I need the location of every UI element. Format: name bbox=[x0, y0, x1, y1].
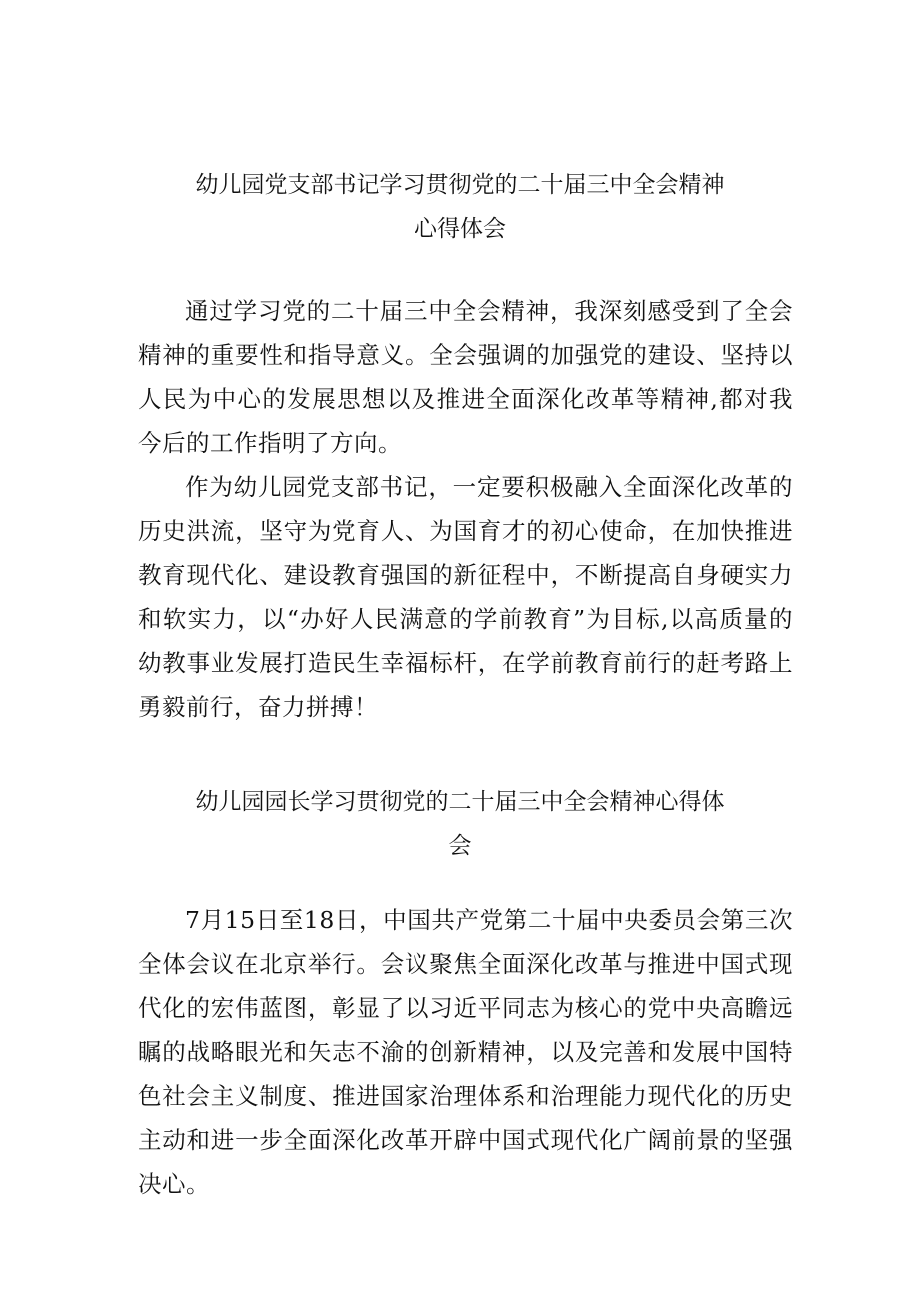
body-paragraph: 7月15日至18日，中国共产党第二十届中央委员会第三次全体会议在北京举行。会议聚焦全面深化改革与推进中国式现代化的宏伟蓝图，彰显了以习近平同志为核心的党中央高瞻远瞩的战略眼光和矢志不渝的创新精神，以及完善和发展中国特色社会主义制度、推进国家治理体系和治理能力现代化的历史主动和进一步全面深化改革开辟中国式现代化广阔前景的坚强决心。 bbox=[138, 906, 793, 1198]
section-body bbox=[138, 289, 793, 729]
section-title-line: 心得体会 bbox=[414, 216, 506, 242]
section-title-line: 幼儿园党支部书记学习贯彻党的二十届三中全会精神 bbox=[195, 172, 725, 198]
body-paragraph: 作为幼儿园党支部书记，一定要积极融入全面深化改革的历史洪流，坚守为党育人、为国育才的初心使命，在加快推进教育现代化、建设教育强国的新征程中，不断提高自身硬实力和软实力，以“办好人民满意的学前教育”为目标,以高质量的幼教事业发展打造民生幸福标杆，在学前教育前行的赶考路上勇毅前行，奋力拼搏！ bbox=[138, 473, 793, 721]
section-body bbox=[138, 898, 793, 1206]
section-title bbox=[135, 780, 785, 868]
section-title-line: 会 bbox=[448, 833, 472, 859]
section-title-line: 幼儿园园长学习贯彻党的二十届三中全会精神心得体 bbox=[195, 789, 725, 815]
section-title bbox=[135, 163, 785, 251]
body-paragraph: 通过学习党的二十届三中全会精神，我深刻感受到了全会精神的重要性和指导意义。全会强调的加强党的建设、坚持以人民为中心的发展思想以及推进全面深化改革等精神,都对我今后的工作指明了方向。 bbox=[138, 297, 793, 457]
